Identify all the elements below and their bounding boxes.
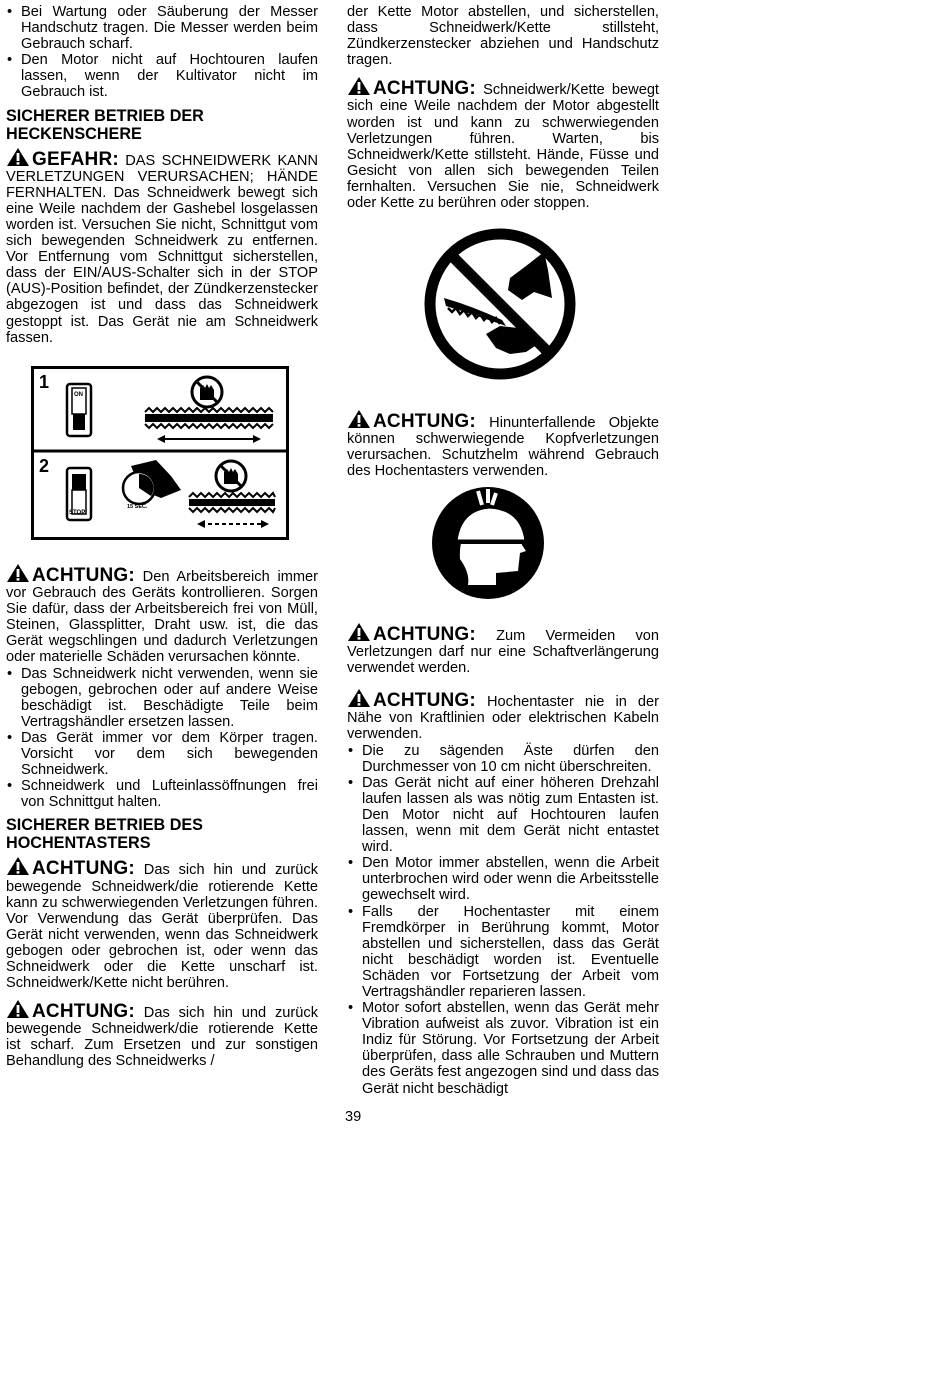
warning-label: ACHTUNG: [32, 565, 135, 586]
switch-stop-label: STOP [69, 510, 86, 516]
right-column [347, 4, 659, 211]
warning-label: ACHTUNG: [373, 624, 476, 645]
section-heading-hochentaster: SICHERER BETRIEB DES HOCHENTASTERS [6, 816, 203, 853]
warning-text: Hinunterfallende Objekte können schwerwiegende Kopfverletzungen verursachen. Schutzhelm während Gebrauch des Hochentasters verwenden. [347, 415, 659, 480]
danger-paragraph [6, 147, 318, 346]
right-column-helmet [347, 409, 659, 479]
do-not-touch-chain-icon [422, 226, 578, 382]
warning-text: Den Arbeitsbereich immer vor Gebrauch des Geräts kontrollieren. Sorgen Sie dafür, dass der Arbeitsbereich frei von Müll, Steinen, Glassplitter, Draht usw. ist, die das Gerät wegschlingen und dadurch Verletzungen oder materielle Schäden verursachen könnte. [6, 569, 318, 666]
stop-switch-icon [67, 468, 91, 520]
page-number: 39 [345, 1109, 362, 1125]
warning-paragraph [347, 622, 659, 676]
warning-triangle-icon [347, 688, 371, 708]
warning-paragraph [6, 563, 318, 666]
warning-paragraph [347, 688, 659, 742]
danger-text: DAS SCHNEIDWERK KANN VERLETZUNGEN VERURSACHEN; HÄNDE FERNHALTEN. Das Schneidwerk bewegt sich eine Weile nachdem der Gashebel losgelassen worden ist. Versuchen Sie nicht, Schnittgut vom sich bewegenden Schneidwerk zu entfernen. Vor Entfernung vom Schnittgut sicherstellen, dass der EIN/AUS-Schalter sich in der STOP (AUS)-Position befindet, der Zündkerzenstecker abgezogen ist und dass das Schneidwerk gestoppt ist. Das Gerät nie am Schneidwerk fassen. [6, 152, 318, 346]
no-hand-icon [216, 461, 246, 491]
timer-label: 15 SEC. [127, 504, 148, 510]
warning-text: Zum Vermeiden von Verletzungen darf nur eine Schaftverlängerung verwendet werden. [347, 628, 659, 677]
warning-triangle-icon [6, 563, 30, 583]
left-column-lower [6, 563, 318, 1070]
list-item: • Das Schneidwerk nicht verwenden, wenn sie gebogen, gebrochen oder auf andere Weise beschädigt ist. Beschädigte Teile beim Vertragshändler ersetzen lassen. [6, 666, 318, 730]
continuation-paragraph: der Kette Motor abstellen, und sicherstellen, dass Schneidwerk/Kette stillsteht, Zündkerzenstecker abziehen und Handschutz tragen. [347, 4, 659, 69]
warning-triangle-icon [6, 856, 30, 876]
list-item: • Den Motor nicht auf Hochtouren laufen lassen, wenn der Kultivator nicht im Gebrauch ist. [6, 52, 318, 100]
switch-on-label: ON [74, 392, 83, 398]
bullet-list-middle [6, 666, 318, 811]
warning-triangle-icon [347, 622, 371, 642]
list-item: • Falls der Hochentaster mit einem Fremdkörper in Berührung kommt, Motor abstellen und sicherstellen, dass das Gerät nicht beschädigt worden ist. Eventuelle Schäden vor Fortsetzung der Arbeit vom Vertragshändler reparieren lassen. [347, 904, 659, 1001]
bullet-list-top [6, 4, 318, 101]
list-item: • Den Motor immer abstellen, wenn die Arbeit unterbrochen wird oder wenn die Arbeitsstelle gewechselt wird. [347, 855, 659, 903]
list-item: • Das Gerät immer vor dem Körper tragen. Vorsicht vor dem sich bewegenden Schneidwerk. [6, 730, 318, 778]
warning-text: Das sich hin und zurück bewegende Schneidwerk/die rotierende Kette ist scharf. Zum Ersetzen und zur sonstigen Behandlung des Schneidwerks / [6, 1005, 318, 1070]
warning-triangle-icon [347, 409, 371, 429]
bullet-list-right [347, 743, 659, 1097]
warning-triangle-icon [6, 999, 30, 1019]
warning-paragraph [347, 409, 659, 479]
warning-paragraph [347, 76, 659, 211]
warning-text: Das sich hin und zurück bewegende Schneidwerk/die rotierende Kette kann zu schwerwiegenden Verletzungen führen. Vor Verwendung das Gerät überprüfen. Das Gerät nicht verwenden, wenn das Schneidwerk gebogen oder gebrochen ist, oder wenn das Schneidwerk oder die Kette unscharf ist. Schneidwerk/Kette nicht berühren. [6, 862, 318, 992]
on-switch-icon [67, 384, 91, 436]
warning-text: Hochentaster nie in der Nähe von Kraftlinien oder elektrischen Kabeln verwenden. [347, 694, 659, 743]
wear-helmet-icon [430, 485, 546, 601]
danger-label: GEFAHR: [32, 148, 119, 170]
list-item: • Das Gerät nicht auf einer höheren Drehzahl laufen lassen als was nötig zum Entasten ist. Den Motor nicht auf Hochtouren laufen lassen, wenn mit dem Gerät nicht entastet wird. [347, 775, 659, 855]
hedge-trimmer-safety-figure [31, 366, 289, 540]
left-column [6, 4, 318, 346]
warning-triangle-icon [347, 76, 371, 96]
warning-paragraph [6, 856, 318, 991]
warning-paragraph [6, 999, 318, 1069]
list-item: • Motor sofort abstellen, wenn das Gerät mehr Vibration aufweist als zuvor. Vibration ist ein Indiz für Störung. Vor Fortsetzung der Arbeit überprüfen, dass alle Schrauben und Muttern des Geräts fest angezogen sind und dass das Gerät nicht beschädigt [347, 1000, 659, 1097]
warning-label: ACHTUNG: [32, 858, 135, 880]
figure-row1-number: 1 [39, 372, 50, 392]
list-item: • Schneidwerk und Lufteinlassöffnungen frei von Schnittgut halten. [6, 778, 318, 810]
warning-triangle-icon [6, 147, 30, 167]
warning-label: ACHTUNG: [373, 78, 476, 100]
list-item: • Die zu sägenden Äste dürfen den Durchmesser von 10 cm nicht überschreiten. [347, 743, 659, 775]
warning-label: ACHTUNG: [373, 690, 476, 712]
no-hand-icon [192, 377, 222, 407]
warning-text: Schneidwerk/Kette bewegt sich eine Weile nachdem der Motor abgestellt worden ist und kann zu schwerwiegenden Verletzungen führen. Warten, bis Schneidwerk/Kette stillsteht. Hände, Füsse und Gesicht von allen sich bewegenden Teilen fernhalten. Versuchen Sie nie, Schneidwerk oder Kette zu berühren oder stoppen. [347, 82, 659, 212]
right-column-lower [347, 622, 659, 1097]
warning-label: ACHTUNG: [373, 411, 476, 432]
figure-row2-number: 2 [39, 456, 50, 476]
section-heading-heckenschere: SICHERER BETRIEB DER HECKENSCHERE [6, 106, 204, 143]
list-item: • Bei Wartung oder Säuberung der Messer Handschutz tragen. Die Messer werden beim Gebrauch scharf. [6, 4, 318, 52]
warning-label: ACHTUNG: [32, 1001, 135, 1023]
